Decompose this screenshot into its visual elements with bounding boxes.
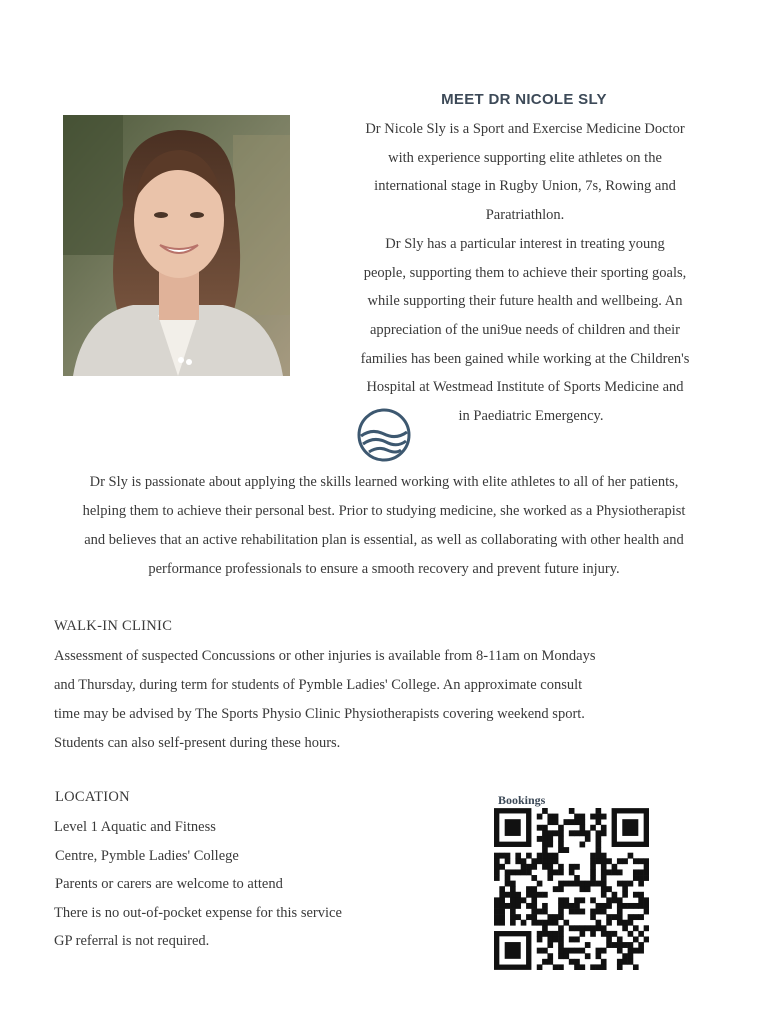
location-list [54,813,454,956]
passion-paragraph [18,468,750,584]
bio-line: families has been gained while working at the Children's [360,350,690,367]
walk-in-clinic-heading: WALK-IN CLINIC [54,618,173,634]
passion-line: Dr Sly is passionate about applying the skills learned working with elite athletes to all of her patients, [89,474,679,490]
location-item: There is no out-of-pocket expense for this service [54,904,342,921]
walkin-line: and Thursday, during term for students of Pymble Ladies' College. An approximate consult [54,677,583,693]
bio-line: people, supporting them to achieve their sporting goals, [363,264,687,281]
location-item: Parents or carers are welcome to attend [55,876,283,892]
location-heading: LOCATION [55,789,130,805]
bio-line: while supporting their future health and wellbeing. An [367,293,683,310]
page-title: MEET DR NICOLE SLY [441,91,607,108]
bio-line: Dr Nicole Sly is a Sport and Exercise Medicine Doctor [365,121,685,137]
bio-line: Paratriathlon. [485,207,565,224]
bio-line: Dr Sly has a particular interest in treating young [385,235,665,252]
passion-line: and believes that an active rehabilitation plan is essential, as well as collaborating with other health and [84,532,684,548]
location-item: GP referral is not required. [54,933,210,949]
walkin-line: time may be advised by The Sports Physio Clinic Physiotherapists covering weekend sport. [54,706,585,722]
doctor-portrait-photo [63,115,290,376]
bio-paragraph [326,115,724,431]
location-item: Level 1 Aquatic and Fitness [54,819,216,835]
passion-line: performance professionals to ensure a smooth recovery and prevent future injury. [148,561,620,577]
passion-line: helping them to achieve their personal best. Prior to studying medicine, she worked as a Physiotherapist [82,503,686,519]
bio-line: appreciation of the uni9ue needs of children and their [369,321,681,338]
location-item: Centre, Pymble Ladies' College [55,847,239,864]
walkin-line: Students can also self-present during these hours. [54,735,341,751]
qr-code-icon[interactable] [494,808,649,970]
wave-circle-logo-icon [356,406,412,464]
bio-line: with experience supporting elite athletes on the [388,149,662,166]
bookings-label: Bookings [498,793,546,807]
walkin-line: Assessment of suspected Concussions or other injuries is available from 8-11am on Mondays [54,648,596,664]
walk-in-clinic-text [54,642,734,758]
bio-line: international stage in Rugby Union, 7s, Rowing and [374,178,676,195]
bio-line: Hospital at Westmead Institute of Sports Medicine and [366,379,684,396]
bio-line: in Paediatric Emergency. [458,408,604,425]
